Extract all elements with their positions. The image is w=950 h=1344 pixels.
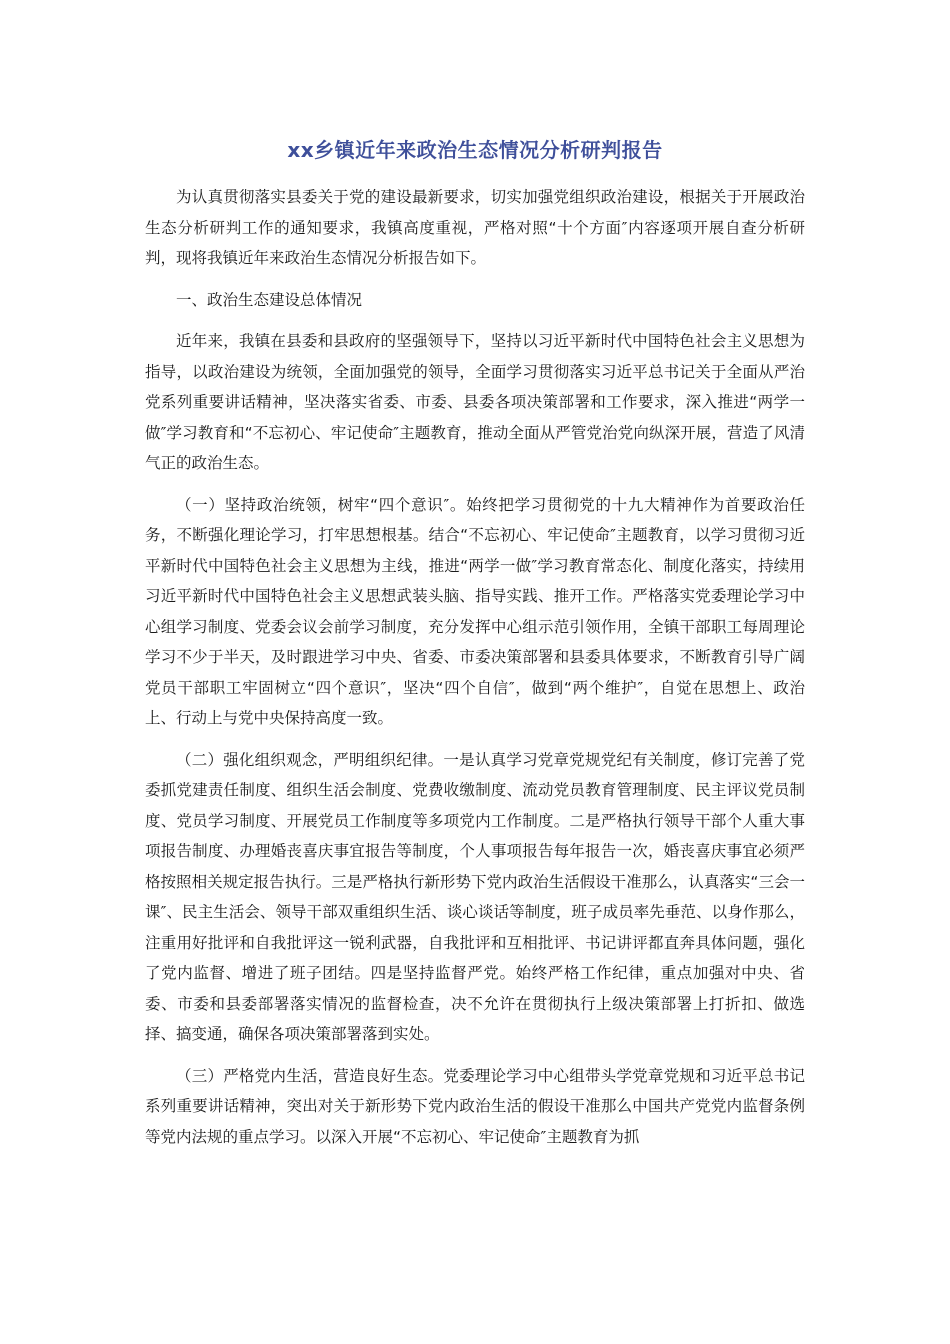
subsection-paragraph-3: （三）严格党内生活，营造良好生态。党委理论学习中心组带头学党章党规和习近平总书记系列重要讲话精神，突出对关于新形势下党内政治生活的假设干准那么中国共产党党内监督条例等党内法规的重点学习。以深入开展“不忘初心、牢记使命″主题教育为抓 xyxy=(145,1066,805,1146)
intro-paragraph: 为认真贯彻落实县委关于党的建设最新要求，切实加强党组织政治建设，根据关于开展政治生态分析研判工作的通知要求，我镇高度重视，严格对照“十个方面″内容逐项开展自查分析研判，现将我镇近年来政治生态情况分析报告如下。 xyxy=(145,188,805,267)
subsection-paragraph-2: （二）强化组织观念，严明组织纪律。一是认真学习党章党规党纪有关制度，修订完善了党委抓党建责任制度、组织生活会制度、党费收缴制度、流动党员教育管理制度、民主评议党员制度、党员学习制度、开展党员工作制度等多项党内工作制度。二是严格执行领导干部个人重大事项报告制度、办理婚丧喜庆事宜报告等制度，个人事项报告每年报告一次，婚丧喜庆事宜必须严格按照相关规定报告执行。三是严格执行新形势下党内政治生活假设干准那么，认真落实“三会一课″、民主生活会、领导干部双重组织生活、谈心谈话等制度，班子成员率先垂范、以身作那么，注重用好批评和自我批评这一锐利武器，自我批评和互相批评、书记讲评都直奔具体问题，强化了党内监督、增进了班子团结。四是坚持监督严党。始终严格工作纪律，重点加强对中央、省委、市委和县委部署落实情况的监督检查，决不允许在贯彻执行上级决策部署上打折扣、做选择、搞变通，确保各项决策部署落到实处。 xyxy=(145,750,805,1043)
document-title: xx乡镇近年来政治生态情况分析研判报告 xyxy=(287,138,663,162)
subsection-paragraph-1: （一）坚持政治统领，树牢“四个意识″。始终把学习贯彻党的十九大精神作为首要政治任务，不断强化理论学习，打牢思想根基。结合“不忘初心、牢记使命″主题教育，以学习贯彻习近平新时代中国特色社会主义思想为主线，推进“两学一做″学习教育常态化、制度化落实，持续用习近平新时代中国特色社会主义思想武装头脑、指导实践、推开工作。严格落实党委理论学习中心组学习制度、党委会议会前学习制度，充分发挥中心组示范引领作用，全镇干部职工每周理论学习不少于半天，及时跟进学习中央、省委、市委决策部署和县委具体要求，不断教育引导广阔党员干部职工牢固树立“四个意识″，坚决“四个自信″，做到“两个维护″，自觉在思想上、政治上、行动上与党中央保持高度一致。 xyxy=(145,495,805,727)
section-heading-1: 一、政治生态建设总体情况 xyxy=(176,290,363,309)
document-body xyxy=(145,182,805,1163)
overview-paragraph: 近年来，我镇在县委和县政府的坚强领导下，坚持以习近平新时代中国特色社会主义思想为指导，以政治建设为统领，全面加强党的领导，全面学习贯彻落实习近平总书记关于全面从严治党系列重要讲话精神，坚决落实省委、市委、县委各项决策部署和工作要求，深入推进“两学一做″学习教育和“不忘初心、牢记使命″主题教育，推动全面从严管党治党向纵深开展，营造了风清气正的政治生态。 xyxy=(145,332,805,472)
